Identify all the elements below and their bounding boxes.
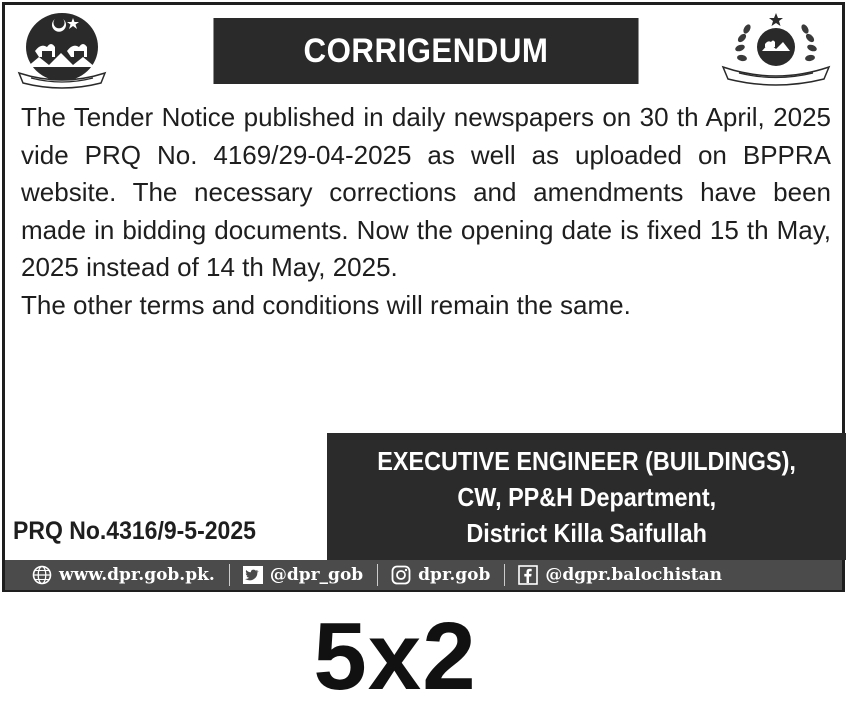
- balochistan-emblem-logo: [13, 9, 111, 93]
- twitter-icon: [242, 565, 264, 585]
- social-separator: [504, 564, 505, 586]
- notice-frame: [2, 2, 845, 592]
- instagram-icon: [390, 565, 412, 585]
- notice-body-tail: The other terms and conditions will remain the same.: [21, 289, 631, 320]
- signature-department: CW, PP&H Department,: [457, 481, 716, 512]
- corrigendum-title: CORRIGENDUM: [213, 18, 638, 84]
- signature-designation: EXECUTIVE ENGINEER (BUILDINGS),: [377, 445, 796, 476]
- website-text: www.dpr.gob.pk.: [59, 565, 215, 585]
- dgpr-emblem-logo: [717, 9, 835, 89]
- signature-block: [327, 433, 846, 560]
- twitter-handle: @dpr_gob: [269, 565, 364, 585]
- notice-body-main: The Tender Notice published in daily newspapers on 30 th April, 2025 vide PRQ No. 4169/29-04-2025 as well as uploaded on BPPRA website. The necessary corrections and amendments have been made in bidding documents. Now the opening date is fixed 15 th May, 2025 instead of 14 th May, 2025.: [21, 102, 831, 282]
- signature-district: District Killa Saifullah: [466, 517, 707, 548]
- instagram-handle: dpr.gob: [418, 565, 491, 585]
- facebook-handle: @dgpr.balochistan: [545, 565, 723, 585]
- globe-icon: [31, 565, 53, 585]
- social-separator: [377, 564, 378, 586]
- notice-body: [21, 99, 831, 324]
- facebook-icon: [517, 565, 539, 585]
- ad-size-label: 5x2: [313, 603, 477, 701]
- twitter-link[interactable]: [242, 565, 363, 585]
- website-link[interactable]: [31, 565, 215, 585]
- instagram-link[interactable]: [390, 565, 490, 585]
- social-media-bar: [5, 560, 842, 590]
- prq-reference: PRQ No.4316/9-5-2025: [13, 517, 256, 545]
- facebook-link[interactable]: [517, 565, 722, 585]
- social-separator: [229, 564, 230, 586]
